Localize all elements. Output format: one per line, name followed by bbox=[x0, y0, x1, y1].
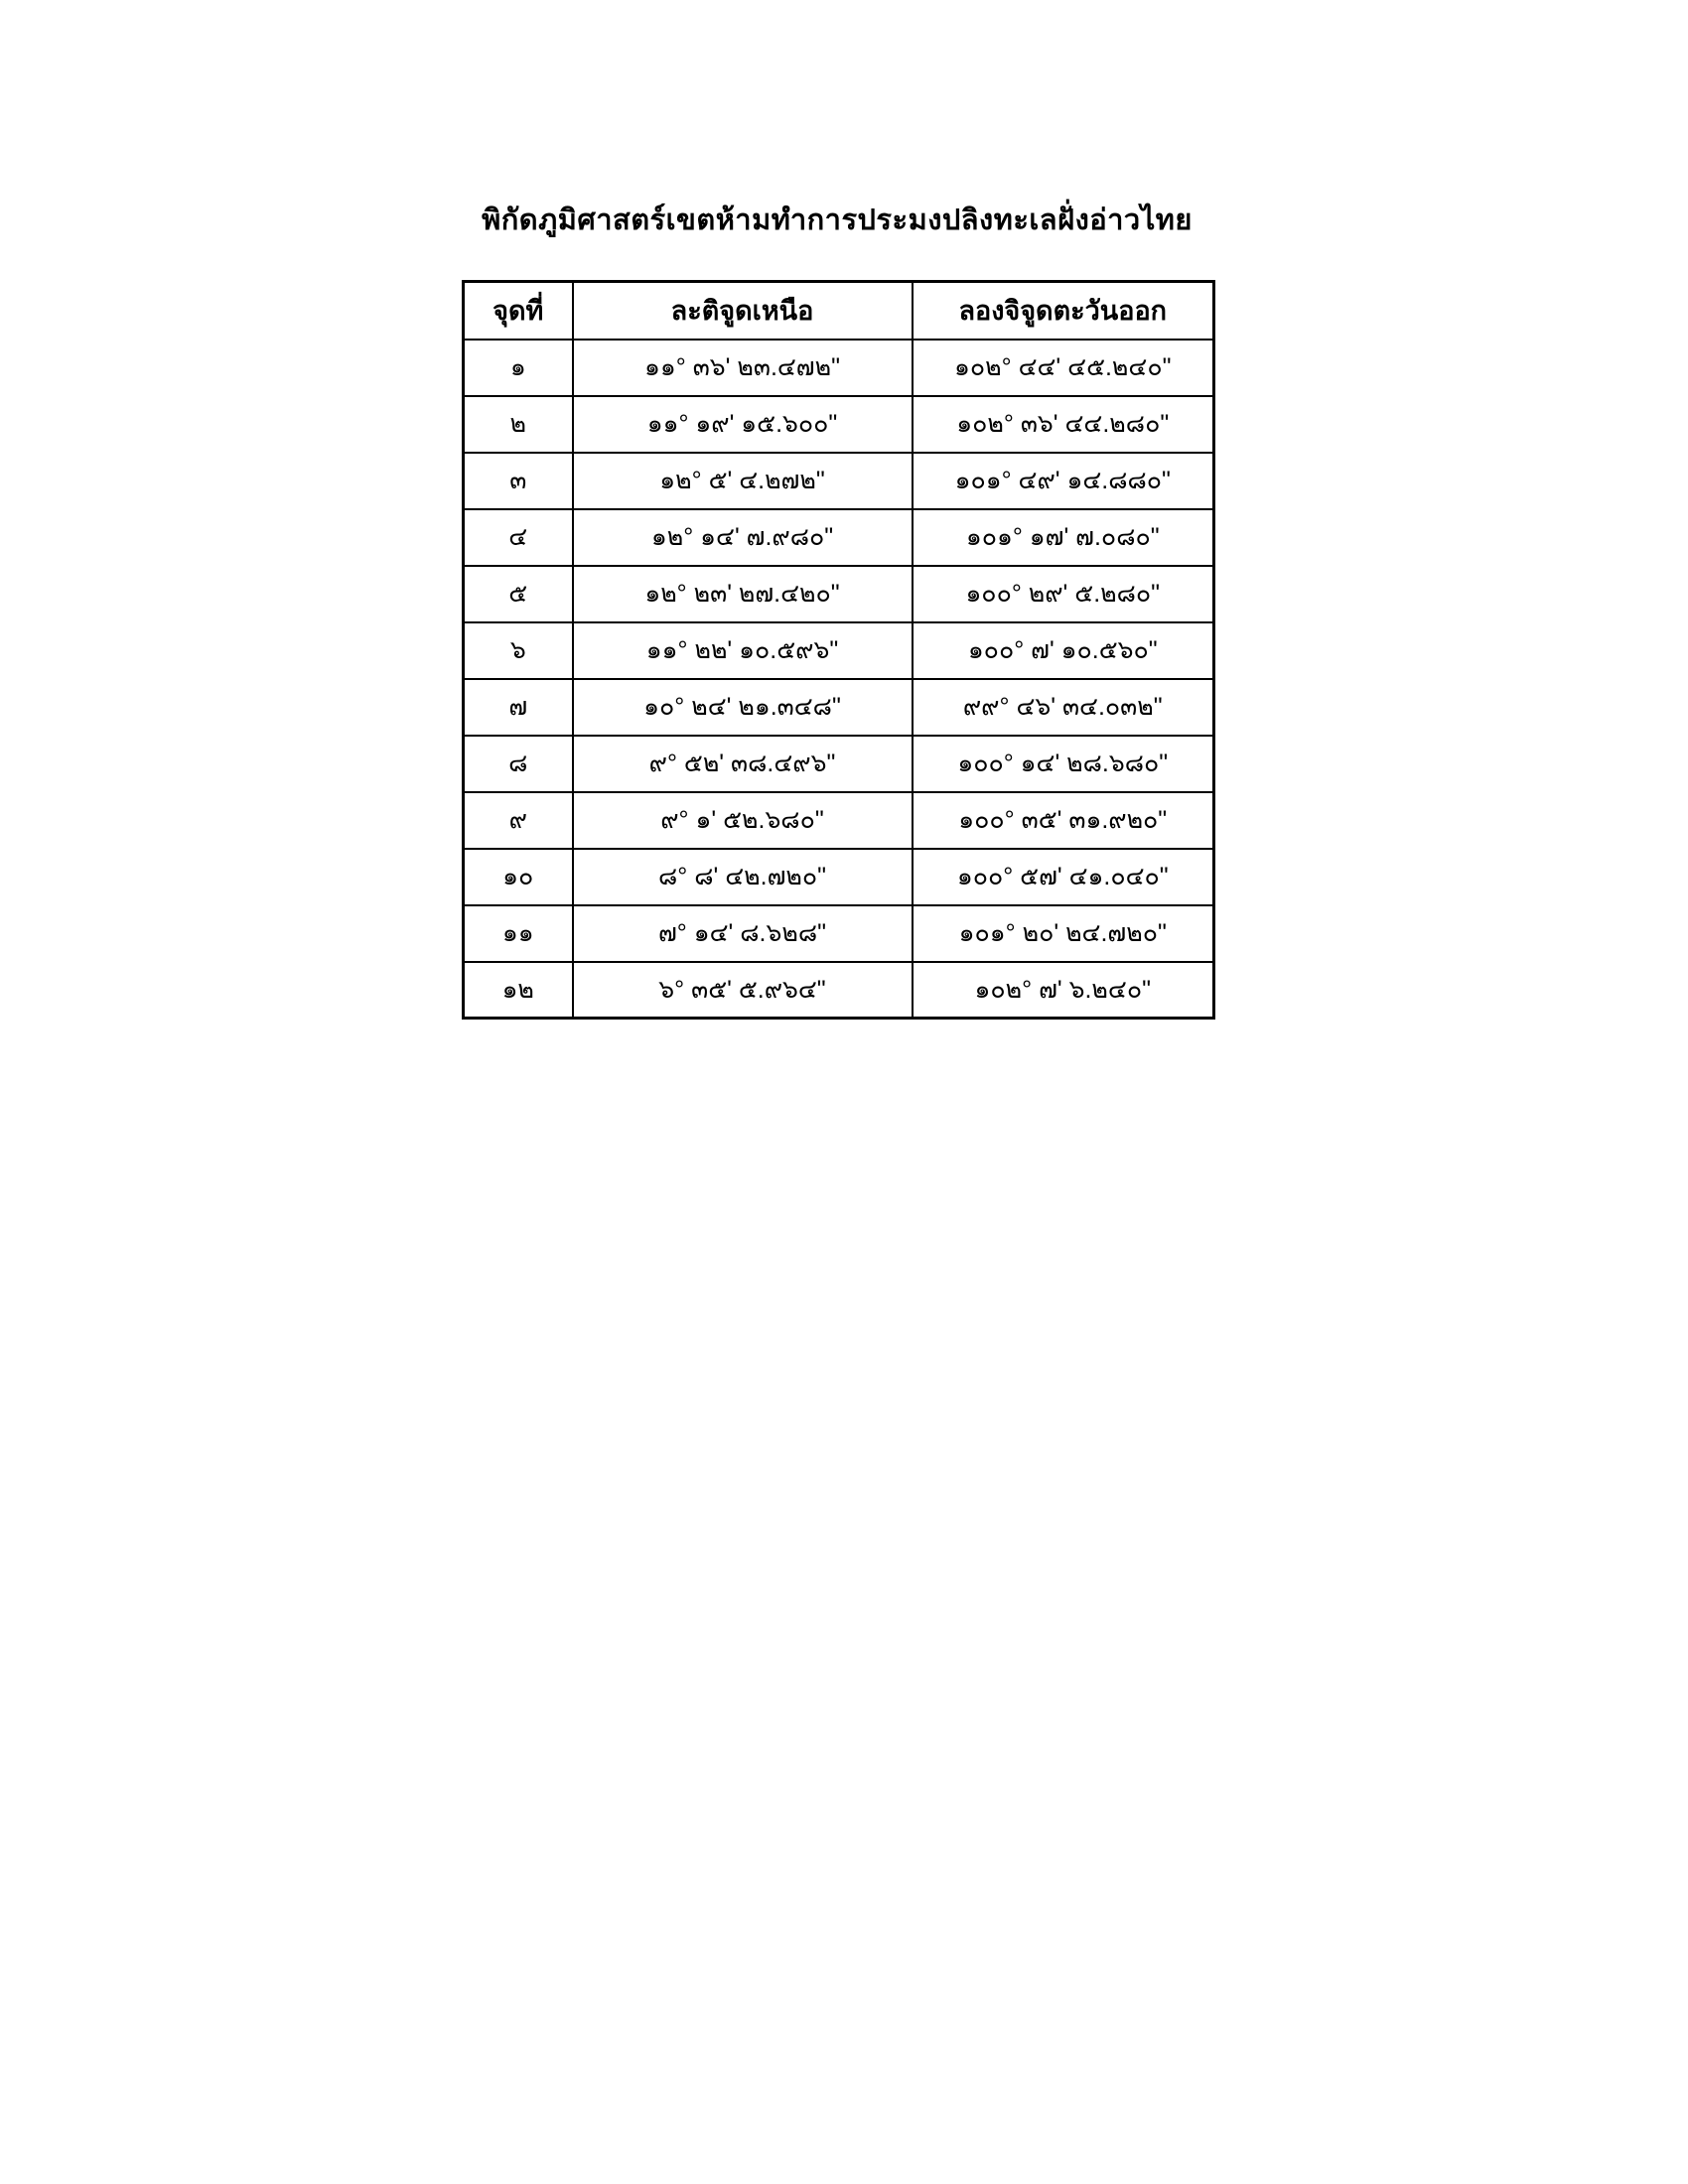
table-row bbox=[464, 622, 1214, 679]
table-row bbox=[464, 509, 1214, 566]
point-number-cell: ๖ bbox=[464, 622, 573, 679]
longitude-cell: ๑๐๐° ๕๗' ๔๑.๐๔๐" bbox=[913, 849, 1214, 905]
longitude-cell: ๑๐๐° ๒๙' ๕.๒๘๐" bbox=[913, 566, 1214, 622]
table-row bbox=[464, 396, 1214, 453]
latitude-cell: ๗° ๑๔' ๘.๖๒๘" bbox=[573, 905, 913, 962]
table-row bbox=[464, 679, 1214, 736]
latitude-cell: ๑๑° ๒๒' ๑๐.๕๙๖" bbox=[573, 622, 913, 679]
table-row bbox=[464, 962, 1214, 1019]
latitude-cell: ๙° ๕๒' ๓๘.๔๙๖" bbox=[573, 736, 913, 792]
longitude-cell: ๑๐๒° ๗' ๖.๒๔๐" bbox=[913, 962, 1214, 1019]
table-row bbox=[464, 849, 1214, 905]
latitude-cell: ๑๑° ๑๙' ๑๕.๖๐๐" bbox=[573, 396, 913, 453]
point-number-cell: ๑๑ bbox=[464, 905, 573, 962]
header-longitude-east: ลองจิจูดตะวันออก bbox=[913, 282, 1214, 340]
header-point-number: จุดที่ bbox=[464, 282, 573, 340]
table-row bbox=[464, 736, 1214, 792]
point-number-cell: ๓ bbox=[464, 453, 573, 509]
latitude-cell: ๘° ๘' ๔๒.๗๒๐" bbox=[573, 849, 913, 905]
coordinates-table bbox=[462, 280, 1215, 1020]
longitude-cell: ๑๐๒° ๓๖' ๔๔.๒๘๐" bbox=[913, 396, 1214, 453]
longitude-cell: ๑๐๐° ๑๔' ๒๘.๖๘๐" bbox=[913, 736, 1214, 792]
point-number-cell: ๙ bbox=[464, 792, 573, 849]
longitude-cell: ๑๐๐° ๗' ๑๐.๕๖๐" bbox=[913, 622, 1214, 679]
longitude-cell: ๙๙° ๔๖' ๓๔.๐๓๒" bbox=[913, 679, 1214, 736]
point-number-cell: ๗ bbox=[464, 679, 573, 736]
latitude-cell: ๑๑° ๓๖' ๒๓.๔๗๒" bbox=[573, 340, 913, 396]
latitude-cell: ๑๒° ๑๔' ๗.๙๘๐" bbox=[573, 509, 913, 566]
latitude-cell: ๑๒° ๒๓' ๒๗.๔๒๐" bbox=[573, 566, 913, 622]
longitude-cell: ๑๐๑° ๑๗' ๗.๐๘๐" bbox=[913, 509, 1214, 566]
point-number-cell: ๔ bbox=[464, 509, 573, 566]
table-row bbox=[464, 453, 1214, 509]
latitude-cell: ๑๐° ๒๔' ๒๑.๓๔๘" bbox=[573, 679, 913, 736]
longitude-cell: ๑๐๑° ๔๙' ๑๔.๘๘๐" bbox=[913, 453, 1214, 509]
point-number-cell: ๕ bbox=[464, 566, 573, 622]
table-row bbox=[464, 340, 1214, 396]
latitude-cell: ๙° ๑' ๕๒.๖๘๐" bbox=[573, 792, 913, 849]
latitude-cell: ๖° ๓๕' ๕.๙๖๔" bbox=[573, 962, 913, 1019]
longitude-cell: ๑๐๑° ๒๐' ๒๔.๗๒๐" bbox=[913, 905, 1214, 962]
point-number-cell: ๒ bbox=[464, 396, 573, 453]
latitude-cell: ๑๒° ๕' ๔.๒๗๒" bbox=[573, 453, 913, 509]
table-row bbox=[464, 566, 1214, 622]
table-row bbox=[464, 792, 1214, 849]
point-number-cell: ๑ bbox=[464, 340, 573, 396]
point-number-cell: ๑๒ bbox=[464, 962, 573, 1019]
table-row bbox=[464, 905, 1214, 962]
longitude-cell: ๑๐๐° ๓๕' ๓๑.๙๒๐" bbox=[913, 792, 1214, 849]
table-header-row bbox=[464, 282, 1214, 340]
header-latitude-north: ละติจูดเหนือ bbox=[573, 282, 913, 340]
point-number-cell: ๑๐ bbox=[464, 849, 573, 905]
point-number-cell: ๘ bbox=[464, 736, 573, 792]
longitude-cell: ๑๐๒° ๔๔' ๔๕.๒๔๐" bbox=[913, 340, 1214, 396]
document-title: พิกัดภูมิศาสตร์เขตห้ามทำการประมงปลิงทะเลฝั่งอ่าวไทย bbox=[482, 205, 1193, 236]
